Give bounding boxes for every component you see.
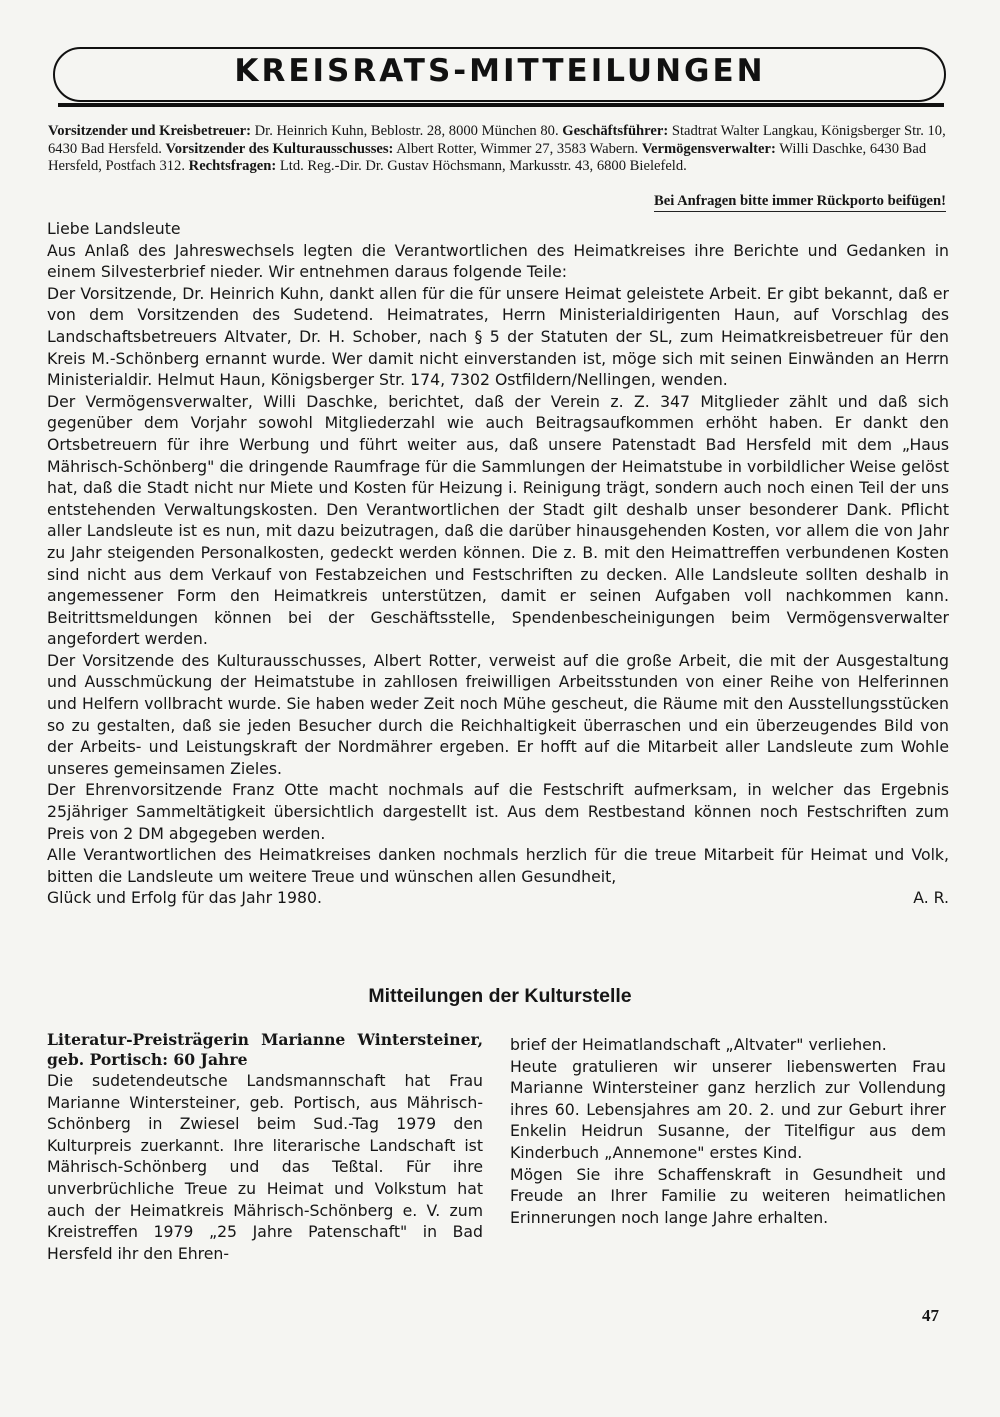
legal-label: Rechtsfragen: [188, 158, 277, 174]
chair-label: Vorsitzender und Kreisbetreuer: [48, 123, 251, 139]
assets-text: Willi Daschke, 6430 Bad Hersfeld, Postfach 312. [48, 140, 927, 174]
closing-line [47, 887, 949, 909]
page-title: KREISRATS-MITTEILUNGEN [234, 53, 766, 89]
manager-text: Stadtrat Walter Langkau, Königsberger Str. 10, 6430 Bad Hersfeld. [48, 123, 946, 157]
right-column [510, 1034, 946, 1228]
page-number: 47 [922, 1306, 939, 1325]
culture-text: Albert Rotter, Wimmer 27, 3583 Wabern. [396, 140, 639, 157]
closing-text: Glück und Erfolg für das Jahr 1980. [47, 888, 322, 908]
letter-paragraph-6: Alle Verantwortlichen des Heimatkreises danken nochmals herzlich für die treue Mitarbeit für Heimat und Volk, bitten die Landsleute um weitere Treue und wünschen allen Gesundheit, [47, 845, 949, 886]
signature: A. R. [913, 888, 949, 908]
culture-label: Vorsitzender des Kulturausschusses: [165, 140, 394, 157]
letter-body [47, 218, 949, 909]
right-paragraph-1: brief der Heimatlandschaft „Altvater" verliehen. [510, 1035, 887, 1054]
header-underline [58, 103, 944, 107]
letter-paragraph-4: Der Vorsitzende des Kulturausschusses, Albert Rotter, verweist auf die große Arbeit, die mit der Ausgestaltung und Ausschmückung der Heimatstube in zahllosen freiwilligen Arbeitsstunden von einer Reihe von Helferinnen und Helfern vollbracht wurde. Sie haben weder Zeit noch Mühe gescheut, die Räume mit den Ausstellungsstücken so zu gestalten, daß sie jeden Besucher durch die Reichhaltigkeit überraschen und ein überzeugendes Bild von der Arbeits- und Leistungskraft der Nordmährer ergeben. Er hofft auf die Mitarbeit aller Landsleute zum Wohle unseres gemeinsamen Zieles. [47, 650, 949, 778]
right-paragraph-3: Mögen Sie ihre Schaffenskraft in Gesundheit und Freude an Ihrer Familie zu weiteren heimatlichen Erinnerungen noch lange Jahre erhalten. [510, 1164, 946, 1227]
porto-note: Bei Anfragen bitte immer Rückporto beifügen! [654, 193, 946, 212]
left-paragraph-1: Die sudetendeutsche Landsmannschaft hat Frau Marianne Wintersteiner, geb. Portisch, aus Mährisch-Schönberg in Zwiesel beim Sud.-Tag 1979 den Kulturpreis zuerkannt. Ihre literarische Landschaft ist Mährisch-Schönberg und das Teßtal. Für ihre unverbrüchliche Treue zu Heimat und Volkstum hat auch der Heimatkreis Mährisch-Schönberg e. V. zum Kreistreffen 1979 „25 Jahre Patenschaft" in Bad Hersfeld ihr den Ehren- [47, 1071, 483, 1263]
article-title: Literatur-Preisträgerin Marianne Wintersteiner, geb. Portisch: 60 Jahre [47, 1030, 483, 1069]
section-title: Mitteilungen der Kulturstelle [368, 985, 632, 1007]
chair-text: Dr. Heinrich Kuhn, Beblostr. 28, 8000 München 80. [254, 123, 559, 139]
greeting: Liebe Landsleute [47, 219, 181, 238]
assets-label: Vermögensverwalter: [641, 140, 776, 157]
letter-paragraph-1: Aus Anlaß des Jahreswechsels legten die Verantwortlichen des Heimatkreises ihre Berichte und Gedanken in einem Silvesterbrief nieder. Wir entnehmen daraus folgende Teile: [47, 240, 949, 282]
left-column [47, 1030, 483, 1264]
letter-paragraph-2: Der Vorsitzende, Dr. Heinrich Kuhn, dankt allen für die für unsere Heimat geleistete Arbeit. Er gibt bekannt, daß er von dem Vorsitzenden des Sudetend. Heimatrates, Herrn Ministerialdirigenten Haun, auf Vorschlag des Landschaftsbetreuers Altvater, Dr. H. Schober, nach § 5 der Statuten der SL, zum Heimatkreisbetreuer für den Kreis M.-Schönberg ernannt wurde. Wer damit nicht einverstanden ist, möge sich mit seinen Einwänden an Herrn Ministerialdir. Helmut Haun, Königsberger Str. 174, 7302 Ostfildern/Nellingen, wenden. [47, 283, 949, 390]
manager-label: Geschäftsführer: [562, 123, 669, 139]
letter-paragraph-3: Der Vermögensverwalter, Willi Daschke, berichtet, daß der Verein z. Z. 347 Mitglieder zählt und daß sich gegenüber dem Vorjahr sowohl Mitgliederzahl wie auch Beitragsaufkommen erhöht haben. Er dankt den Ortsbetreuern für ihre Werbung und führt weiter aus, daß unsere Patenstadt Bad Hersfeld mit dem „Haus Mährisch-Schönberg" die dringende Raumfrage für die Sammlungen der Heimatstube in vorbildlicher Weise gelöst hat, daß die Stadt nicht nur Miete und Kosten für Heizung i. Reinigung trägt, sondern auch noch einen Teil der uns entstehenden Verwaltungskosten. Den Verantwortlichen der Stadt gilt deshalb unser besonderer Dank. Pflicht aller Landsleute ist es nun, mit dazu beizutragen, daß die darüber hinausgehenden Kosten, vor allem die von Jahr zu Jahr steigenden Personalkosten, gedeckt werden können. Die z. B. mit den Heimattreffen verbundenen Kosten sind nicht aus dem Verkauf von Festabzeichen und Festschriften zu decken. Alle Landsleute sollten deshalb in angemessener Form den Heimatkreis unterstützen, damit er seinen Aufgaben voll nachkommen kann. Beitrittsmeldungen können bei der Geschäftsstelle, Spendenbescheinigungen beim Vermögensverwalter angefordert werden. [47, 391, 949, 649]
letter-paragraph-5: Der Ehrenvorsitzende Franz Otte macht nochmals auf die Festschrift aufmerksam, in welcher das Ergebnis 25jähriger Sammeltätigkeit übersichtlich dargestellt ist. Aus dem Restbestand können noch Festschriften zum Preis von 2 DM abgegeben werden. [47, 780, 949, 843]
legal-text: Ltd. Reg.-Dir. Dr. Gustav Höchsmann, Markusstr. 43, 6800 Bielefeld. [279, 158, 687, 174]
right-paragraph-2: Heute gratulieren wir unserer liebenswerten Frau Marianne Wintersteiner ganz herzlich zur Vollendung ihres 60. Lebensjahres am 20. 2. und zur Geburt ihrer Enkelin Heidrun Susanne, der Titelfigur aus dem Kinderbuch „Annemone" erstes Kind. [510, 1056, 946, 1162]
officers-block [48, 123, 950, 176]
